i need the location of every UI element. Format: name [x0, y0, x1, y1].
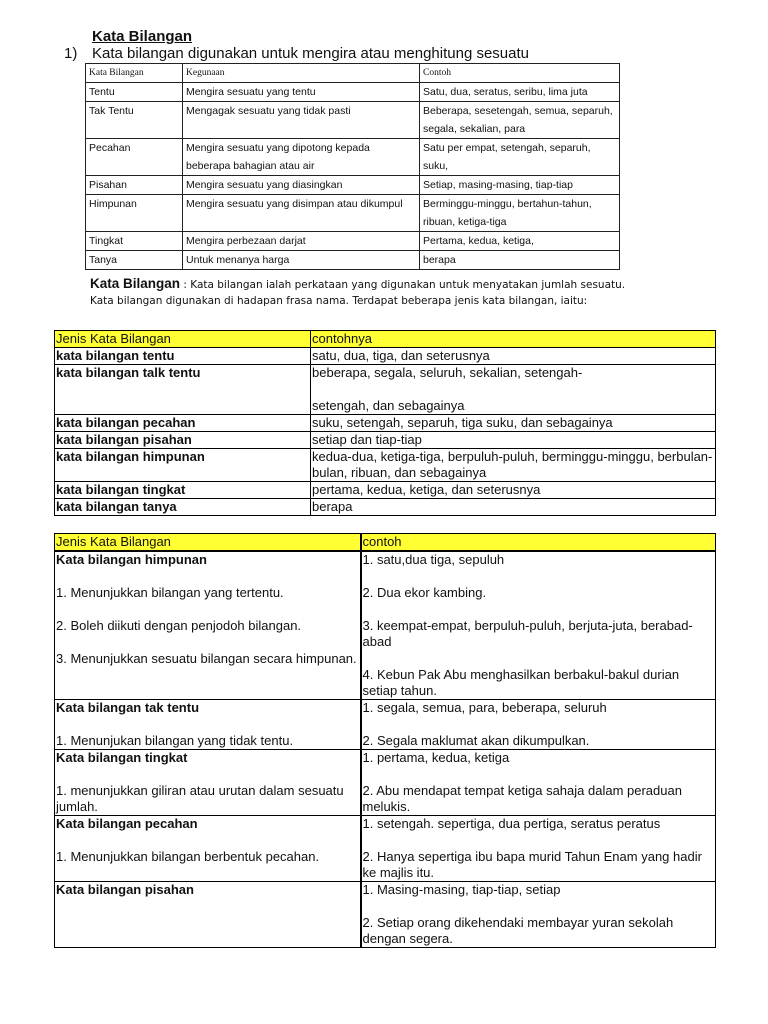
table-row: [55, 750, 716, 816]
table-row: [55, 700, 716, 750]
jenis-title: Kata bilangan pecahan: [56, 816, 198, 831]
definition-line-2: Kata bilangan digunakan di hadapan frasa nama. Terdapat beberapa jenis kata bilangan, iaitu:: [90, 295, 588, 307]
table-row: [86, 176, 620, 195]
contoh-cell: [361, 551, 716, 700]
table-header-row: [55, 534, 716, 552]
contoh-line: 3. keempat-empat, berpuluh-puluh, berjuta-juta, berabad-abad: [362, 618, 693, 649]
contoh-cell: pertama, kedua, ketiga, dan seterusnya: [311, 482, 716, 499]
note-line: 2. Boleh diikuti dengan penjodoh bilangan.: [56, 618, 302, 633]
contoh-cell: kedua-dua, ketiga-tiga, berpuluh-puluh, berminggu-minggu, berbulan-bulan, ribuan, dan sebagainya: [311, 449, 716, 482]
page-title: Kata Bilangan: [92, 28, 193, 45]
jenis-contoh-table: [54, 533, 716, 948]
table-row: [55, 882, 716, 948]
note-line: 1. menunjukkan giliran atau urutan dalam sesuatu jumlah.: [56, 783, 344, 814]
contoh-line: beberapa, segala, seluruh, sekalian, setengah-: [312, 365, 583, 380]
contoh-line: 4. Kebun Pak Abu menghasilkan berbakul-bakul durian setiap tahun.: [362, 667, 680, 698]
jenis-cell: Tak Tentu: [86, 102, 183, 139]
table-row: [86, 195, 620, 232]
jenis-cell: Pisahan: [86, 176, 183, 195]
table-header-row: [86, 64, 620, 83]
contoh-line: 1. pertama, kedua, ketiga: [362, 750, 510, 765]
intro-number: 1): [64, 45, 78, 62]
contoh-cell: [361, 750, 716, 816]
jenis-title: Kata bilangan tingkat: [56, 750, 188, 765]
jenis-cell: kata bilangan tanya: [55, 499, 311, 516]
contoh-cell: berapa: [420, 251, 620, 270]
jenis-title: Kata bilangan himpunan: [56, 552, 207, 567]
definition-lead: Kata Bilangan: [90, 276, 181, 291]
table-row: [86, 251, 620, 270]
contoh-line: 2. Segala maklumat akan dikumpulkan.: [362, 733, 590, 748]
jenis-cell: kata bilangan talk tentu: [55, 365, 311, 415]
contoh-line: 2. Abu mendapat tempat ketiga sahaja dalam peraduan melukis.: [362, 783, 682, 814]
contoh-line: setengah, dan sebagainya: [312, 398, 465, 413]
contoh-cell: Berminggu-minggu, bertahun-tahun, ribuan, ketiga-tiga: [420, 195, 620, 232]
jenis-cell: Tingkat: [86, 232, 183, 251]
contoh-line: 2. Hanya sepertiga ibu bapa murid Tahun Enam yang hadir ke majlis itu.: [362, 849, 702, 880]
definition-line-1: [90, 276, 625, 291]
kegunaan-cell: Mengira sesuatu yang disimpan atau dikumpul: [183, 195, 420, 232]
contoh-cell: Setiap, masing-masing, tiap-tiap: [420, 176, 620, 195]
table-row: [55, 415, 716, 432]
kegunaan-cell: Mengagak sesuatu yang tidak pasti: [183, 102, 420, 139]
contoh-cell: [361, 700, 716, 750]
contoh-line: 1. setengah. sepertiga, dua pertiga, seratus peratus: [362, 816, 661, 831]
jenis-title: Kata bilangan tak tentu: [56, 700, 200, 715]
jenis-cell: kata bilangan tentu: [55, 348, 311, 365]
kegunaan-cell: Mengira sesuatu yang tentu: [183, 83, 420, 102]
table-row: [55, 816, 716, 882]
note-line: 3. Menunjukkan sesuatu bilangan secara himpunan.: [56, 651, 357, 666]
intro-text: Kata bilangan digunakan untuk mengira atau menghitung sesuatu: [92, 45, 529, 62]
table-row: [55, 449, 716, 482]
intro-line: [64, 45, 529, 62]
table-row: [55, 482, 716, 499]
note-line: 1. Menunjukkan bilangan yang tertentu.: [56, 585, 284, 600]
table-row: [86, 83, 620, 102]
contoh-cell: satu, dua, tiga, dan seterusnya: [311, 348, 716, 365]
kegunaan-cell: Mengira perbezaan darjat: [183, 232, 420, 251]
table-row: [86, 139, 620, 176]
jenis-cell: [55, 816, 361, 882]
table-row: [55, 365, 716, 415]
kegunaan-cell: Mengira sesuatu yang diasingkan: [183, 176, 420, 195]
contoh-line: 1. Masing-masing, tiap-tiap, setiap: [362, 882, 561, 897]
contoh-cell: berapa: [311, 499, 716, 516]
jenis-cell: [55, 882, 361, 948]
header-cell: Jenis Kata Bilangan: [55, 534, 361, 552]
jenis-cell: Tanya: [86, 251, 183, 270]
table-row: [55, 432, 716, 449]
contoh-line: 2. Setiap orang dikehendaki membayar yuran sekolah dengan segera.: [362, 915, 674, 946]
header-cell: contoh: [361, 534, 716, 552]
contoh-cell: [361, 882, 716, 948]
jenis-cell: [55, 551, 361, 700]
table-row: [55, 348, 716, 365]
header-cell: Kata Bilangan: [86, 64, 183, 83]
contoh-cell: Pertama, kedua, ketiga,: [420, 232, 620, 251]
contoh-cell: Satu, dua, seratus, seribu, lima juta: [420, 83, 620, 102]
kegunaan-table: [85, 63, 620, 270]
jenis-cell: Himpunan: [86, 195, 183, 232]
contoh-cell: setiap dan tiap-tiap: [311, 432, 716, 449]
jenis-cell: kata bilangan pisahan: [55, 432, 311, 449]
note-line: 1. Menunjukkan bilangan berbentuk pecahan.: [56, 849, 320, 864]
jenis-cell: Tentu: [86, 83, 183, 102]
contoh-cell: [361, 816, 716, 882]
jenis-cell: kata bilangan pecahan: [55, 415, 311, 432]
kegunaan-cell: Mengira sesuatu yang dipotong kepada beberapa bahagian atau air: [183, 139, 420, 176]
kegunaan-cell: Untuk menanya harga: [183, 251, 420, 270]
contoh-line: 1. satu,dua tiga, sepuluh: [362, 552, 505, 567]
contoh-line: 2. Dua ekor kambing.: [362, 585, 487, 600]
contoh-cell: Satu per empat, setengah, separuh, suku,: [420, 139, 620, 176]
table-header-row: [55, 331, 716, 348]
contoh-line: 1. segala, semua, para, beberapa, seluruh: [362, 700, 607, 715]
jenis-cell: kata bilangan himpunan: [55, 449, 311, 482]
table-row: [55, 499, 716, 516]
table-row: [86, 232, 620, 251]
definition-text: : Kata bilangan ialah perkataan yang digunakan untuk menyatakan jumlah sesuatu.: [180, 279, 626, 291]
header-cell: Kegunaan: [183, 64, 420, 83]
jenis-cell: [55, 750, 361, 816]
contoh-cell: suku, setengah, separuh, tiga suku, dan sebagainya: [311, 415, 716, 432]
jenis-contohnya-table: [54, 330, 716, 516]
contoh-cell: Beberapa, sesetengah, semua, separuh, segala, sekalian, para: [420, 102, 620, 139]
header-cell: Contoh: [420, 64, 620, 83]
header-cell: Jenis Kata Bilangan: [55, 331, 311, 348]
jenis-cell: kata bilangan tingkat: [55, 482, 311, 499]
jenis-cell: Pecahan: [86, 139, 183, 176]
jenis-cell: [55, 700, 361, 750]
note-line: 1. Menunjukan bilangan yang tidak tentu.: [56, 733, 294, 748]
contoh-cell: [311, 365, 716, 415]
header-cell: contohnya: [311, 331, 716, 348]
table-row: [86, 102, 620, 139]
jenis-title: Kata bilangan pisahan: [56, 882, 194, 897]
table-row: [55, 551, 716, 700]
